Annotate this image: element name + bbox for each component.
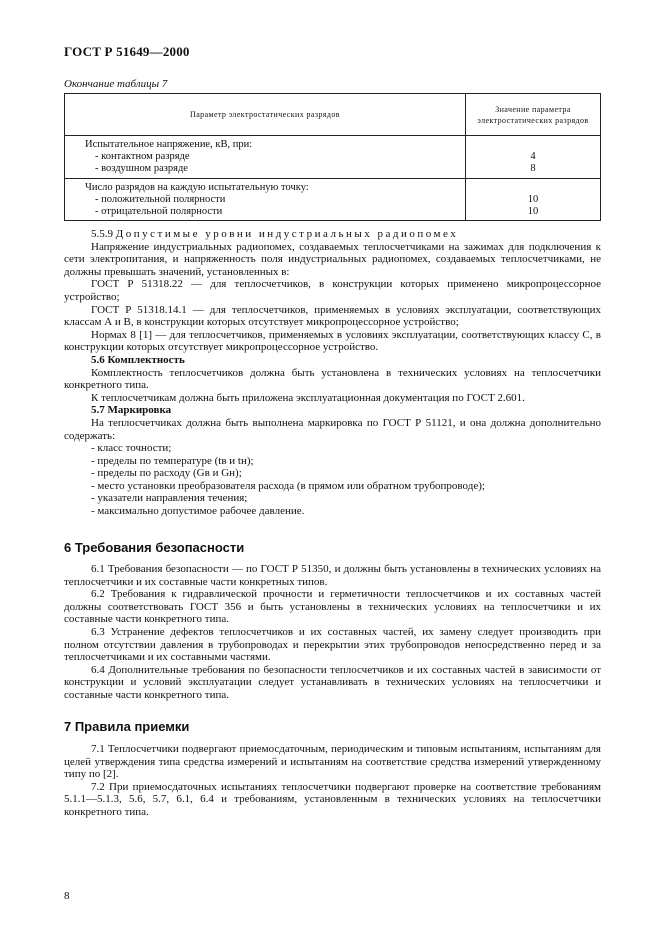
- table-header-param: Параметр электростатических разрядов: [65, 94, 466, 136]
- table-row-discharges-values: [466, 179, 601, 221]
- paragraph: 6.4 Дополнительные требования по безопасности теплосчетчиков и их составных частей в зависимости от конструкции и условий эксплуатации следует устанавливать в технических условиях на теплосчетчики и составные части конкретного типа.: [64, 663, 601, 701]
- table-row-voltage: [65, 136, 466, 179]
- section-heading: [64, 354, 601, 367]
- section-title: Допустимые уровни индустриальных радиопомех: [115, 228, 459, 240]
- paragraph: Напряжение индустриальных радиопомех, создаваемых теплосчетчиками на зажимах для подключения к сети электропитания, и напряженность поля индустриальных радиопомех, создаваемых теплосчетчиками, не должны превышать значений, установленных в:: [64, 240, 601, 278]
- table-header-value-line2: электростатических разрядов: [477, 115, 589, 125]
- table-row-voltage-values: [466, 136, 601, 179]
- table-header-value: [466, 94, 601, 136]
- row-value: 10: [527, 194, 539, 205]
- paragraph: На теплосчетчиках должна быть выполнена маркировка по ГОСТ Р 51121, и она должна дополнительно содержать:: [64, 416, 601, 442]
- row-item: - воздушном разряде: [95, 163, 188, 174]
- section-heading: [64, 404, 601, 417]
- section-7: [64, 743, 601, 819]
- row-value: 8: [530, 163, 536, 174]
- row-value: 10: [527, 206, 539, 217]
- row-value: 4: [530, 151, 536, 162]
- section-6-heading: 6 Требования безопасности: [64, 540, 245, 555]
- table-header-value-line1: Значение параметра: [495, 104, 571, 114]
- section-title: 5.6 Комплектность: [91, 353, 185, 366]
- paragraph: ГОСТ Р 51318.22 — для теплосчетчиков, в конструкции которых применено микропроцессорное устройство;: [64, 278, 601, 303]
- section-7-heading: 7 Правила приемки: [64, 719, 190, 734]
- table-caption: Окончание таблицы 7: [64, 78, 168, 90]
- paragraph: Комплектность теплосчетчиков должна быть установлена в технических условиях на теплосчетчики конкретного типа.: [64, 366, 601, 392]
- row-title: Число разрядов на каждую испытательную точку:: [85, 182, 309, 193]
- page-number: 8: [64, 890, 70, 902]
- table-row-discharges: [65, 179, 466, 221]
- paragraph: 6.3 Устранение дефектов теплосчетчиков и их составных частей, их замену следует производить при полном отсутствии давления в трубопроводах и перекрытии этих трубопроводов непосредственно перед и за теплосчетчиками и их составными частями.: [64, 625, 601, 664]
- list-item: - класс точности;: [91, 442, 172, 455]
- row-item: - отрицательной полярности: [95, 206, 223, 217]
- list-item: - место установки преобразователя расхода (в прямом или обратном трубопроводе);: [91, 479, 485, 492]
- row-title: Испытательное напряжение, кВ, при:: [85, 139, 253, 150]
- list-item: - максимально допустимое рабочее давление.: [91, 505, 305, 518]
- section-number: 5.5.9: [91, 228, 113, 240]
- section-6: [64, 563, 601, 702]
- row-item: - положительной полярности: [95, 194, 226, 205]
- paragraph: 6.2 Требования к гидравлической прочности и герметичности теплосчетчиков и их составных частей должны соответствовать ГОСТ 356 и быть установлены в технических условиях на теплосчетчики и их составные части конкретного типа.: [64, 588, 601, 626]
- paragraph: 7.1 Теплосчетчики подвергают приемосдаточным, периодическим и типовым испытаниям, испытаниям для целей утверждения типа средства измерений и испытаниям на соответствие средства измерений утвержденному типу по [2].: [64, 743, 601, 781]
- section-title: 5.7 Маркировка: [91, 404, 172, 417]
- paragraph: 7.2 При приемосдаточных испытаниях теплосчетчики подвергают проверке на соответствие требованиям 5.1.1—5.1.3, 5.6, 5.7, 6.1, 6.4 и требованиям, установленным в технических условиях на теплосчетчики конкретного типа.: [64, 780, 601, 818]
- paragraph: Нормах 8 [1] — для теплосчетчиков, применяемых в условиях эксплуатации, соответствующих классу С, в конструкции которых отсутствует микропроцессорное устройство.: [64, 328, 601, 354]
- paragraph: 6.1 Требования безопасности — по ГОСТ Р 51350, и должны быть установлены в технических условиях на теплосчетчики и их составные части конкретных типов.: [64, 563, 601, 588]
- paragraph: К теплосчетчикам должна быть приложена эксплуатационная документация по ГОСТ 2.601.: [91, 391, 525, 404]
- section-heading: [64, 228, 601, 241]
- table-7: [64, 93, 601, 221]
- list-item: - пределы по температуре (tв и tн);: [91, 454, 254, 467]
- document-header: ГОСТ Р 51649—2000: [64, 44, 190, 59]
- section-5-5-9: [64, 228, 601, 518]
- list-item: - пределы по расходу (Gв и Gн);: [91, 467, 242, 480]
- row-item: - контактном разряде: [95, 151, 190, 162]
- list-item: - указатели направления течения;: [91, 492, 248, 505]
- paragraph: ГОСТ Р 51318.14.1 — для теплосчетчиков, применяемых в условиях эксплуатации, соответствующих классам А и В, в конструкции которых отсутствует микропроцессорное устройство;: [64, 303, 601, 329]
